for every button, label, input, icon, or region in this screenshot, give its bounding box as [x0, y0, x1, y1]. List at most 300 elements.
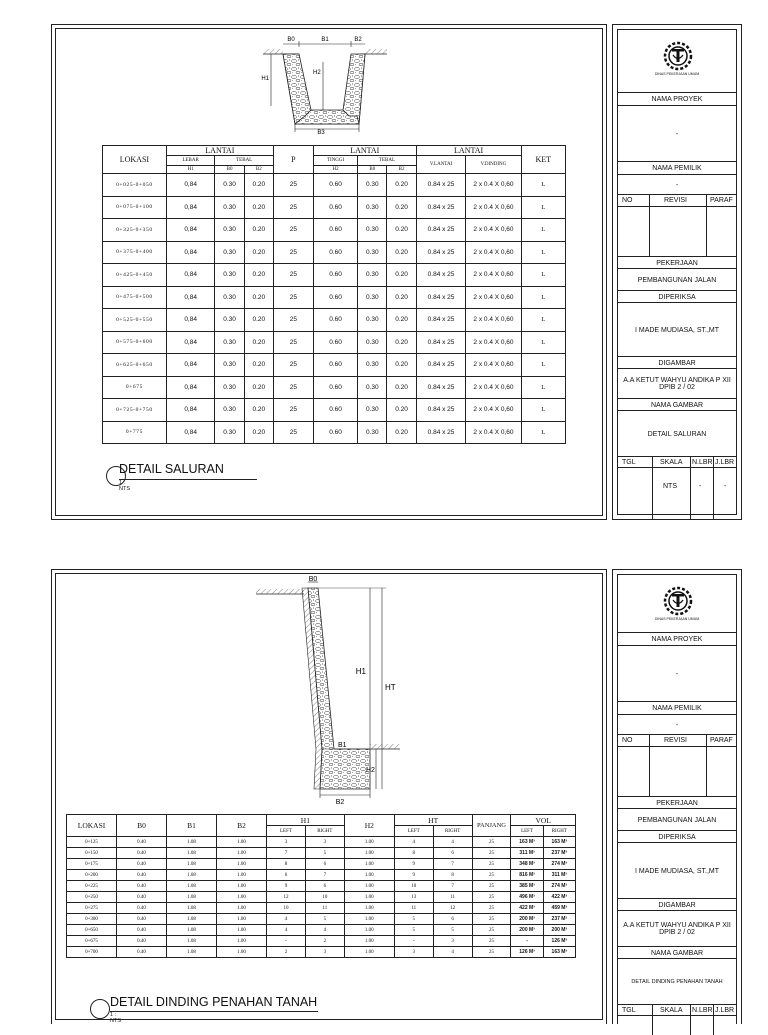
table-cell: 126 M³ — [511, 947, 543, 958]
col-ht-right: RIGHT — [433, 826, 472, 837]
table-cell: 4 — [305, 925, 344, 936]
table-cell: 0.30 — [358, 241, 387, 264]
table-cell: 4 — [394, 837, 433, 848]
dim-h1: H1 — [261, 76, 269, 82]
table-cell: 0.84 x 25 — [416, 196, 466, 219]
table-cell: 163 M³ — [511, 837, 543, 848]
dim-h2: H2 — [366, 767, 375, 774]
col-v-dinding: V.DINDING — [466, 156, 521, 174]
table-cell: 0,84 — [166, 399, 215, 422]
table-cell: 1.08 — [167, 947, 217, 958]
table-cell: - — [394, 936, 433, 947]
table-cell: L — [521, 331, 565, 354]
scale-row — [618, 456, 736, 519]
col-h1-right: RIGHT — [305, 826, 344, 837]
dim-b0: B0 — [287, 37, 295, 43]
table-cell: L — [521, 241, 565, 264]
table-cell: 0.20 — [244, 174, 273, 197]
rev-revisi-label: REVISI — [664, 737, 687, 744]
table-cell: 1.00 — [344, 881, 394, 892]
table-cell: 2 x 0.4 X 0,60 — [466, 241, 521, 264]
dim-b2: B2 — [335, 799, 345, 806]
dinding-table — [66, 814, 576, 958]
rev-paraf-label: PARAF — [710, 737, 733, 744]
table-cell: 496 M³ — [511, 892, 543, 903]
table-cell: 200 M³ — [511, 914, 543, 925]
agency-logo-icon — [660, 585, 696, 621]
table-cell: 2 x 0.4 X 0,60 — [466, 331, 521, 354]
revision-table — [618, 734, 736, 797]
table-cell: 0.84 x 25 — [416, 286, 466, 309]
table-row — [103, 354, 566, 377]
table-cell: 1.00 — [217, 859, 267, 870]
table-cell: 1.00 — [344, 859, 394, 870]
table-cell: 5 — [433, 925, 472, 936]
table-cell: 0.60 — [313, 241, 357, 264]
table-cell: 163 M³ — [543, 947, 575, 958]
table-cell: 1.00 — [344, 870, 394, 881]
pekerjaan-value: PEMBANGUNAN JALAN — [618, 268, 736, 291]
col-h1: H1 — [267, 815, 345, 826]
table-cell: 3 — [394, 947, 433, 958]
table-row — [67, 870, 576, 881]
table-cell: 1.00 — [344, 903, 394, 914]
table-cell: 126 M³ — [543, 936, 575, 947]
table-cell: 0.40 — [117, 925, 167, 936]
table-cell: 10 — [267, 903, 306, 914]
table-cell: 1.00 — [344, 837, 394, 848]
table-cell: 8 — [394, 848, 433, 859]
col-h1: H1 — [166, 166, 215, 174]
digambar-label: DIGAMBAR — [618, 898, 736, 911]
nama-proyek-label: NAMA PROYEK — [618, 92, 736, 106]
table-cell: 0.84 x 25 — [416, 399, 466, 422]
table-cell: 0.30 — [358, 331, 387, 354]
diperiksa-value: I MADE MUDIASA, ST.,MT — [618, 842, 736, 899]
table-cell: 0+325-0+350 — [103, 219, 167, 242]
table-row — [103, 241, 566, 264]
table-row — [103, 309, 566, 332]
table-cell: 0.40 — [117, 870, 167, 881]
table-cell: L — [521, 354, 565, 377]
tgl-label: TGL — [622, 459, 636, 466]
saluran-table — [102, 145, 566, 444]
caption-title: DETAIL DINDING PENAHAN TANAH — [110, 995, 318, 1009]
table-cell: 25 — [273, 196, 313, 219]
table-cell: 237 M³ — [543, 848, 575, 859]
table-cell: 0.20 — [244, 331, 273, 354]
col-h2: H2 — [313, 166, 357, 174]
retaining-wall-drawing — [252, 574, 412, 806]
table-cell: 0.20 — [244, 354, 273, 377]
table-cell: 25 — [273, 174, 313, 197]
table-cell: 5 — [305, 914, 344, 925]
table-cell: 0+525-0+550 — [103, 309, 167, 332]
pekerjaan-label: PEKERJAAN — [618, 256, 736, 269]
table-row — [103, 331, 566, 354]
table-cell: 5 — [394, 925, 433, 936]
skala-label: SKALA — [660, 1007, 683, 1014]
table-row — [103, 399, 566, 422]
col-b0-b: B0 — [358, 166, 387, 174]
table-cell: 2 — [267, 947, 306, 958]
col-h2: H2 — [344, 815, 394, 837]
table-cell: 0.30 — [358, 354, 387, 377]
table-cell: 8 — [433, 870, 472, 881]
table-cell: 0+250 — [67, 892, 117, 903]
table-cell: 0.84 x 25 — [416, 174, 466, 197]
table-row — [67, 947, 576, 958]
table-cell: L — [521, 219, 565, 242]
table-cell: 0,84 — [166, 174, 215, 197]
table-cell: 0.20 — [387, 219, 416, 242]
table-cell: 1.00 — [344, 892, 394, 903]
rev-no-label: NO — [622, 197, 633, 204]
table-cell: 10 — [305, 892, 344, 903]
caption-title: DETAIL SALURAN — [119, 462, 224, 476]
table-cell: 1.08 — [167, 881, 217, 892]
table-cell: 274 M³ — [543, 881, 575, 892]
table-cell: 459 M³ — [543, 903, 575, 914]
table-cell: 0.84 x 25 — [416, 331, 466, 354]
table-cell: 25 — [273, 421, 313, 444]
table-cell: 6 — [433, 914, 472, 925]
table-cell: 0,84 — [166, 241, 215, 264]
table-cell: 0.30 — [215, 399, 244, 422]
table-row — [103, 286, 566, 309]
col-ket: KET — [521, 146, 565, 174]
table-cell: 0.60 — [313, 354, 357, 377]
table-cell: 0.30 — [358, 421, 387, 444]
table-cell: 422 M³ — [511, 903, 543, 914]
tgl-label: TGL — [622, 1007, 636, 1014]
table-cell: L — [521, 196, 565, 219]
col-p: P — [273, 146, 313, 174]
table-cell: 25 — [273, 399, 313, 422]
col-lokasi: LOKASI — [67, 815, 117, 837]
dim-h1: H1 — [355, 667, 366, 676]
table-cell: 0.60 — [313, 376, 357, 399]
nama-pemilik-value: - — [618, 174, 736, 195]
col-lokasi: LOKASI — [103, 146, 167, 174]
table-cell: 7 — [433, 859, 472, 870]
table-cell: 0.20 — [387, 241, 416, 264]
table-cell: 0.84 x 25 — [416, 264, 466, 287]
table-row — [67, 892, 576, 903]
table-cell: 0,84 — [166, 354, 215, 377]
table-cell: 0+725-0+750 — [103, 399, 167, 422]
table-row — [67, 837, 576, 848]
table-cell: 0+200 — [67, 870, 117, 881]
table-cell: 25 — [472, 903, 511, 914]
col-panjang: PANJANG — [472, 815, 511, 837]
table-cell: 274 M³ — [543, 859, 575, 870]
table-cell: 0+700 — [67, 947, 117, 958]
table-cell: 25 — [273, 354, 313, 377]
table-cell: 2 x 0.4 X 0,60 — [466, 196, 521, 219]
table-cell: L — [521, 399, 565, 422]
col-b0: B0 — [117, 815, 167, 837]
col-lebar: LEBAR — [166, 156, 215, 166]
table-cell: 0.30 — [358, 376, 387, 399]
table-cell: 0.40 — [117, 903, 167, 914]
table-cell: 0.60 — [313, 286, 357, 309]
table-cell: 25 — [273, 241, 313, 264]
table-cell: 0,84 — [166, 331, 215, 354]
table-cell: 4 — [267, 914, 306, 925]
table-cell: 11 — [433, 892, 472, 903]
table-cell: 0.20 — [387, 309, 416, 332]
nlbr-label: N.LBR — [692, 1007, 713, 1014]
col-lantai-2: LANTAI — [313, 146, 416, 156]
table-cell: 0.30 — [215, 174, 244, 197]
table-cell: 2 — [305, 936, 344, 947]
table-cell: 0+675 — [67, 936, 117, 947]
diperiksa-value: I MADE MUDIASA, ST.,MT — [618, 302, 736, 357]
nlbr-label: N.LBR — [692, 459, 713, 466]
table-cell: 1.00 — [217, 892, 267, 903]
col-tebal-1: TEBAL — [215, 156, 273, 166]
diperiksa-label: DIPERIKSA — [618, 830, 736, 843]
table-cell: 0.60 — [313, 399, 357, 422]
table-cell: 1.08 — [167, 925, 217, 936]
table-cell: L — [521, 286, 565, 309]
table-cell: 0.20 — [244, 309, 273, 332]
table-cell: 0.84 x 25 — [416, 376, 466, 399]
diperiksa-label: DIPERIKSA — [618, 290, 736, 303]
table-cell: 1.00 — [217, 914, 267, 925]
table-cell: 10 — [394, 881, 433, 892]
table-cell: 0.60 — [313, 174, 357, 197]
table-cell: 1.00 — [217, 870, 267, 881]
title-block-2 — [612, 569, 742, 1024]
table-cell: 0.84 x 25 — [416, 421, 466, 444]
table-cell: 0.30 — [215, 264, 244, 287]
table-cell: 0+025-0+050 — [103, 174, 167, 197]
table-cell: 2 x 0.4 X 0,60 — [466, 286, 521, 309]
table-cell: 4 — [433, 837, 472, 848]
table-row — [67, 848, 576, 859]
table-cell: 6 — [305, 881, 344, 892]
table-cell: 1.00 — [217, 936, 267, 947]
table-cell: 25 — [273, 309, 313, 332]
table-cell: 0+675 — [103, 376, 167, 399]
nama-proyek-value: - — [618, 105, 736, 162]
table-cell: 25 — [472, 892, 511, 903]
table-cell: 0,84 — [166, 421, 215, 444]
table-cell: 0.84 x 25 — [416, 219, 466, 242]
table-cell: 25 — [472, 859, 511, 870]
table-cell: 7 — [433, 881, 472, 892]
table-cell: 13 — [394, 892, 433, 903]
table-cell: 0.30 — [358, 399, 387, 422]
rev-revisi-label: REVISI — [664, 197, 687, 204]
table-cell: 0.30 — [358, 286, 387, 309]
table-cell: 11 — [305, 903, 344, 914]
table-cell: 7 — [267, 848, 306, 859]
table-cell: 7 — [305, 870, 344, 881]
scale-row — [618, 1004, 736, 1035]
table-cell: 348 M³ — [511, 859, 543, 870]
table-cell: 25 — [273, 376, 313, 399]
table-cell: 1.00 — [217, 947, 267, 958]
table-cell: 1.08 — [167, 936, 217, 947]
table-row — [67, 859, 576, 870]
table-cell: 2 x 0.4 X 0,60 — [466, 376, 521, 399]
table-row — [103, 219, 566, 242]
dim-ht: HT — [385, 683, 396, 692]
table-cell: 0.20 — [387, 421, 416, 444]
col-ht-left: LEFT — [394, 826, 433, 837]
agency-logo-icon — [660, 40, 696, 76]
table-cell: 1.00 — [344, 947, 394, 958]
table-cell: 1.08 — [167, 903, 217, 914]
nama-proyek-value: - — [618, 645, 736, 702]
table-cell: 12 — [433, 903, 472, 914]
table-row — [103, 376, 566, 399]
table-cell: 0.20 — [387, 174, 416, 197]
table-cell: 2 x 0.4 X 0,60 — [466, 174, 521, 197]
table-cell: 0+575-0+600 — [103, 331, 167, 354]
table-cell: 0.20 — [387, 196, 416, 219]
table-cell: 0.30 — [215, 219, 244, 242]
table-cell: 3 — [305, 837, 344, 848]
table-cell: 25 — [472, 837, 511, 848]
nama-gambar-label: NAMA GAMBAR — [618, 398, 736, 411]
dim-b2: B2 — [354, 37, 362, 43]
table-cell: 0+225 — [67, 881, 117, 892]
table-row — [103, 421, 566, 444]
col-ht: HT — [394, 815, 472, 826]
table-cell: 2 x 0.4 X 0,60 — [466, 309, 521, 332]
table-cell: 0,84 — [166, 219, 215, 242]
table-cell: 25 — [472, 914, 511, 925]
table-row — [67, 914, 576, 925]
table-cell: 0.20 — [244, 376, 273, 399]
table-cell: 1.00 — [217, 925, 267, 936]
table-cell: 1.00 — [344, 848, 394, 859]
table-row — [103, 174, 566, 197]
table-cell: 0.20 — [387, 286, 416, 309]
table-cell: 0+125 — [67, 837, 117, 848]
table-cell: 0.30 — [358, 309, 387, 332]
table-cell: 9 — [267, 881, 306, 892]
table-cell: 0.20 — [244, 399, 273, 422]
table-cell: L — [521, 421, 565, 444]
nama-proyek-label: NAMA PROYEK — [618, 632, 736, 646]
jlbr-label: J.LBR — [715, 1007, 735, 1014]
table-row — [103, 196, 566, 219]
table-cell: 1.00 — [217, 903, 267, 914]
table-cell: 2 x 0.4 X 0,60 — [466, 354, 521, 377]
table-cell: 0,84 — [166, 264, 215, 287]
table-cell: 0.30 — [215, 241, 244, 264]
pekerjaan-value: PEMBANGUNAN JALAN — [618, 808, 736, 831]
table-cell: 0.84 x 25 — [416, 241, 466, 264]
table-cell: 0.40 — [117, 848, 167, 859]
nama-pemilik-label: NAMA PEMILIK — [618, 701, 736, 715]
table-cell: 6 — [433, 848, 472, 859]
saluran-section-drawing — [255, 34, 405, 136]
skala-label: SKALA — [660, 459, 683, 466]
table-cell: 1.00 — [344, 925, 394, 936]
table-cell: 0.20 — [387, 264, 416, 287]
table-cell: 237 M³ — [543, 914, 575, 925]
dim-b3: B3 — [317, 130, 325, 136]
caption-circle — [90, 999, 110, 1019]
caption-scale: 1 : NTS — [119, 480, 130, 492]
table-cell: 0.40 — [117, 859, 167, 870]
col-b1: B1 — [167, 815, 217, 837]
logo-caption: DINAS PEKERJAAN UMUM — [654, 617, 700, 621]
col-b2-b: B2 — [387, 166, 416, 174]
table-cell: 0+150 — [67, 848, 117, 859]
table-cell: L — [521, 174, 565, 197]
table-cell: 0.60 — [313, 264, 357, 287]
table-cell: 200 M³ — [543, 925, 575, 936]
table-cell: 1.00 — [344, 914, 394, 925]
title-block-1 — [612, 24, 742, 520]
table-cell: 0+775 — [103, 421, 167, 444]
table-cell: 0.30 — [215, 309, 244, 332]
table-cell: 4 — [267, 925, 306, 936]
table-cell: 2 x 0.4 X 0,60 — [466, 264, 521, 287]
skala-value: NTS — [663, 483, 677, 490]
table-cell: 0.20 — [387, 354, 416, 377]
table-cell: 0.60 — [313, 196, 357, 219]
nama-pemilik-label: NAMA PEMILIK — [618, 161, 736, 175]
table-cell: 0,84 — [166, 286, 215, 309]
table-cell: 1.08 — [167, 870, 217, 881]
table-cell: 3 — [433, 936, 472, 947]
table-cell: 1.00 — [217, 837, 267, 848]
table-cell: 1.08 — [167, 892, 217, 903]
table-cell: 0.40 — [117, 881, 167, 892]
table-cell: 0.20 — [244, 421, 273, 444]
dim-h2: H2 — [313, 70, 321, 76]
nlbr-value: - — [699, 483, 702, 490]
table-cell: 1.08 — [167, 859, 217, 870]
table-cell: 816 M³ — [511, 870, 543, 881]
table-cell: 8 — [267, 859, 306, 870]
logo-caption: DINAS PEKERJAAN UMUM — [654, 72, 700, 76]
table-cell: 0.20 — [387, 376, 416, 399]
table-cell: 6 — [305, 859, 344, 870]
table-row — [103, 264, 566, 287]
col-v-lantai: V.LANTAI — [416, 156, 466, 174]
nama-gambar-value: DETAIL DINDING PENAHAN TANAH — [618, 958, 736, 1005]
table-cell: 2 x 0.4 X 0,60 — [466, 421, 521, 444]
table-cell: 9 — [394, 870, 433, 881]
table-cell: 385 M³ — [511, 881, 543, 892]
table-cell: 0.84 x 25 — [416, 354, 466, 377]
table-cell: 0.20 — [244, 219, 273, 242]
table-cell: 0.60 — [313, 219, 357, 242]
table-cell: 0.30 — [215, 421, 244, 444]
nama-gambar-label: NAMA GAMBAR — [618, 946, 736, 959]
table-cell: 163 M³ — [543, 837, 575, 848]
table-row — [67, 936, 576, 947]
jlbr-label: J.LBR — [715, 459, 735, 466]
caption-underline — [110, 1011, 318, 1012]
table-cell: 0.40 — [117, 837, 167, 848]
table-cell: - — [267, 936, 306, 947]
pekerjaan-label: PEKERJAAN — [618, 796, 736, 809]
table-cell: 0.60 — [313, 309, 357, 332]
table-cell: 0.40 — [117, 947, 167, 958]
table-cell: 0,84 — [166, 309, 215, 332]
col-b0-a: B0 — [215, 166, 244, 174]
